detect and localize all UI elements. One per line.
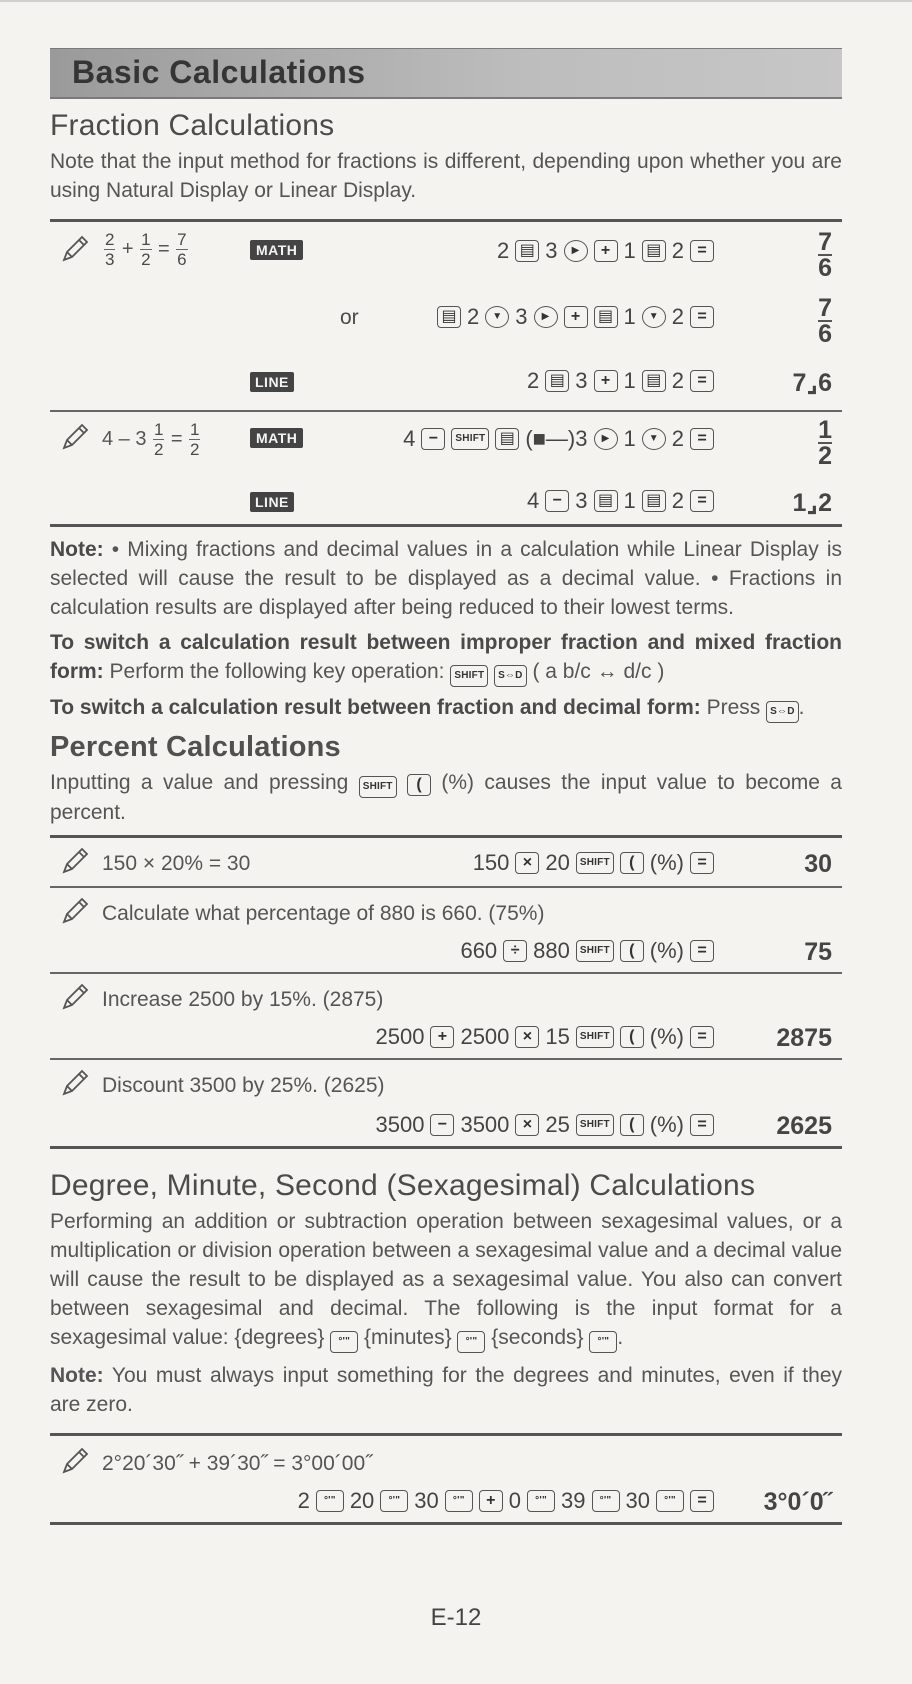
section-banner: [50, 48, 842, 99]
example-question: Increase 2500 by 15%. (2875): [102, 988, 384, 1011]
paren-key: (: [407, 774, 431, 796]
sexagesimal-note: Note: You must always input something for the degrees and minutes, even if they are zero.: [50, 1364, 842, 1416]
example-question: Calculate what percentage of 880 is 660. (75%): [102, 902, 545, 925]
sexagesimal-example: 2°20´30˝ + 39´30˝ = 3°00´00˝ 2 °'" 20 °'" 30 °'" + 0 °'" 39 °'" 30 °'" = 3°0´0˝: [50, 1436, 842, 1522]
fraction-intro: Note that the input method for fractions is different, depending upon whether you are using Natural Display or Linear Display.: [50, 150, 842, 202]
fraction-note: Note: • Mixing fractions and decimal values in a calculation while Linear Display is selected will cause the result to be displayed as a decimal value. • Fractions in calculation results are displayed after being reduced to their lowest terms.: [50, 538, 842, 619]
sexagesimal-intro: Performing an addition or subtraction operation between sexagesimal values, or a multiplication or division operation between a sexagesimal value and a decimal value will cause the result to be displayed as a sexagesimal value. You also can convert between sexagesimal and decimal. The following is the input format for a sexagesimal value: {degrees} °'" {minutes} °'" {seconds} °'" .: [50, 1207, 842, 1353]
result-4: $\frac{1}{2}$: [818, 416, 832, 470]
expression-1: $\frac{2}{3}$ + $\frac{1}{2}$ = $\frac{7}{6}$: [105, 230, 187, 269]
fraction-heading: Fraction Calculations: [50, 109, 335, 142]
result: 2625: [776, 1112, 832, 1140]
example-question: 2°20´30˝ + 39´30˝ = 3°00´00˝: [102, 1452, 373, 1475]
percent-example-1: 150 × 20% = 30 150 × 20 SHIFT ( (%) = 30: [50, 838, 842, 886]
percent-example-3: Increase 2500 by 15%. (2875) 2500 + 2500 × 15 SHIFT ( (%) = 2875: [50, 974, 842, 1058]
result: 75: [804, 938, 832, 966]
fraction-key: ▤: [642, 240, 666, 262]
percent-intro: Inputting a value and pressing SHIFT ( (%) causes the input value to become a percent.: [50, 771, 842, 824]
key-sequence-1: 2 ▤ 3 ▶ + 1 ▤ 2 =: [497, 238, 714, 264]
or-label: or: [340, 306, 359, 329]
line-mode-badge: LINE: [250, 492, 294, 512]
result-1: $\frac{7}{6}$: [818, 228, 832, 282]
percent-example-4: Discount 3500 by 25%. (2625) 3500 − 3500 × 25 SHIFT ( (%) = 2625: [50, 1060, 842, 1146]
expression-2: 4 – 3 $\frac{1}{2}$ = $\frac{1}{2}$: [102, 420, 200, 459]
key-sequence-3: 2 ▤ 3 + 1 ▤ 2 =: [527, 368, 714, 394]
result: 2875: [776, 1024, 832, 1052]
example-question: 150 × 20% = 30: [102, 852, 251, 875]
example-question: Discount 3500 by 25%. (2625): [102, 1074, 385, 1097]
math-mode-badge: MATH: [250, 428, 303, 448]
sd-key: S⇔D: [494, 665, 527, 687]
fraction-example-2: [50, 412, 842, 524]
result-2: $\frac{7}{6}$: [818, 294, 832, 348]
pencil-icon: [60, 234, 90, 264]
pencil-icon: [60, 846, 90, 876]
result-3: 7⌟6: [792, 369, 832, 397]
result: 3°0´0˝: [763, 1488, 832, 1516]
percent-heading: Percent Calculations: [50, 731, 341, 763]
page-number: E-12: [430, 1604, 482, 1631]
manual-page: [50, 0, 842, 1525]
dms-key: °'": [330, 1331, 358, 1353]
banner-title: Basic Calculations: [72, 54, 366, 90]
plus-key: +: [594, 240, 618, 262]
examples-bottom-rule: [50, 524, 842, 527]
fraction-example-1: [50, 222, 842, 410]
fraction-key: ▤: [515, 240, 539, 262]
key-sequence-4: 4 − SHIFT ▤ (■―)3 ▶ 1 ▼ 2 =: [403, 426, 714, 452]
key-sequence-5: 4 − 3 ▤ 1 ▤ 2 =: [527, 488, 714, 514]
percent-example-2: Calculate what percentage of 880 is 660. (75%) 660 ÷ 880 SHIFT ( (%) = 75: [50, 888, 842, 972]
result: 30: [804, 850, 832, 878]
switch-mixed-note: To switch a calculation result between improper fraction and mixed fraction form: Perform the following key operation: SHIFT S⇔D ( a b/c ↔ d/c ): [50, 628, 842, 687]
pencil-icon: [60, 422, 90, 452]
key-sequence-2: ▤ 2 ▼ 3 ▶ + ▤ 1 ▼ 2 =: [437, 304, 714, 330]
math-mode-badge: MATH: [250, 240, 303, 260]
result-5: 1⌟2: [792, 489, 832, 517]
pencil-icon: [60, 1068, 90, 1098]
switch-decimal-note: To switch a calculation result between fraction and decimal form: Press S⇔D .: [50, 693, 842, 723]
pencil-icon: [60, 982, 90, 1012]
equals-key: =: [690, 240, 714, 262]
right-key: ▶: [564, 240, 588, 262]
pencil-icon: [60, 1446, 90, 1476]
shift-key: SHIFT: [451, 428, 489, 450]
line-mode-badge: LINE: [250, 372, 294, 392]
sexagesimal-heading: Degree, Minute, Second (Sexagesimal) Calculations: [50, 1169, 756, 1202]
pencil-icon: [60, 896, 90, 926]
